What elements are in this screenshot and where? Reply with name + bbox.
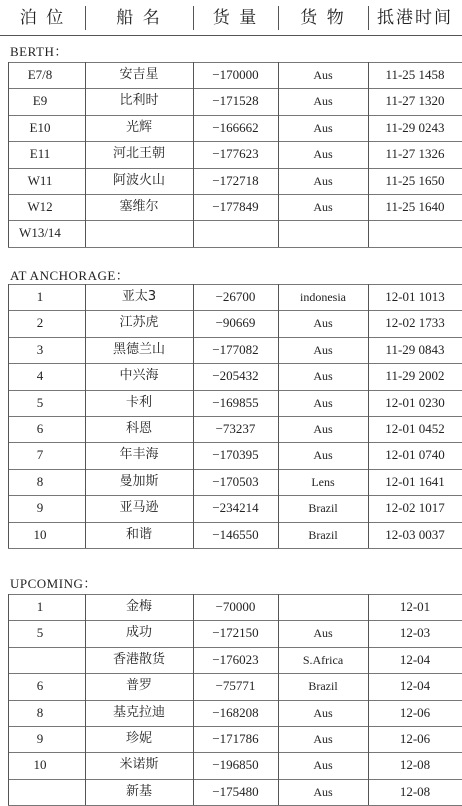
cell-qty: −171528 xyxy=(212,93,259,109)
column-rule xyxy=(278,62,279,247)
cell-berth: 1 xyxy=(36,289,44,304)
cell-cargo: Aus xyxy=(313,316,333,331)
header-rule xyxy=(0,35,462,36)
cell-ship xyxy=(85,220,193,246)
table-row xyxy=(0,220,462,246)
cell-eta: 12-01 xyxy=(399,599,431,614)
column-rule xyxy=(8,594,9,805)
table-row xyxy=(0,115,462,141)
cell-cargo: Aus xyxy=(313,342,333,357)
cell-qty: −175480 xyxy=(212,783,259,799)
cell-qty: −26700 xyxy=(215,289,256,304)
table-row xyxy=(0,337,462,363)
cell-cargo: Aus xyxy=(313,626,333,641)
cell-cargo: Brazil xyxy=(308,501,338,516)
cell-berth: W13/14 xyxy=(19,225,61,241)
cell-eta: 12-01 1641 xyxy=(385,473,445,489)
table-row xyxy=(0,284,462,310)
cell-qty: −205432 xyxy=(212,368,259,384)
column-rule xyxy=(8,62,9,247)
cell-ship: 香港散货 xyxy=(112,651,165,667)
cell-qty: −70000 xyxy=(215,599,256,614)
column-rule xyxy=(85,62,86,247)
cell-berth: E7/8 xyxy=(27,67,53,82)
table-row xyxy=(0,363,462,389)
cell-ship: 普罗 xyxy=(125,678,152,694)
cell-berth: W12 xyxy=(27,199,53,214)
table-row xyxy=(0,647,462,673)
cell-eta: 12-08 xyxy=(399,757,431,773)
header-cell: 船 名 xyxy=(116,8,162,28)
cell-ship: 年丰海 xyxy=(119,447,159,463)
cell-cargo: Aus xyxy=(313,758,333,773)
cell-berth: 2 xyxy=(36,315,44,331)
section-title: AT ANCHORAGE： xyxy=(10,268,130,283)
table-row xyxy=(0,390,462,416)
column-rule xyxy=(193,594,194,805)
cell-eta: 12-01 0230 xyxy=(385,394,445,410)
table-row xyxy=(0,620,462,646)
cell-qty: −73237 xyxy=(215,421,256,436)
cell-ship: 江苏虎 xyxy=(119,315,159,331)
cell-cargo: Aus xyxy=(313,68,333,82)
cell-berth: E10 xyxy=(29,119,51,135)
cell-berth: 8 xyxy=(36,473,44,489)
cell-berth: 3 xyxy=(36,341,44,357)
header-column-rule xyxy=(85,6,86,30)
cell-cargo: Aus xyxy=(313,784,333,799)
cell-berth: 5 xyxy=(36,625,44,641)
table-row xyxy=(0,522,462,548)
cell-eta: 12-03 xyxy=(399,625,431,641)
cell-eta: 11-29 0843 xyxy=(385,341,445,357)
cell-eta: 12-03 0037 xyxy=(385,526,445,542)
row-rule xyxy=(8,548,462,549)
cell-berth: E11 xyxy=(29,146,51,162)
cell-eta: 12-02 1017 xyxy=(385,500,445,516)
cell-cargo: Brazil xyxy=(308,679,338,694)
header-column-rule xyxy=(278,6,279,30)
cell-eta: 12-02 1733 xyxy=(385,315,445,331)
cell-eta: 12-01 0452 xyxy=(385,421,445,436)
cell-ship: 黑德兰山 xyxy=(112,341,165,357)
table-row xyxy=(0,62,462,88)
cell-qty: −171786 xyxy=(212,731,259,746)
cell-qty: −170395 xyxy=(212,447,259,463)
section-title: UPCOMING： xyxy=(10,576,97,591)
cell-cargo xyxy=(278,220,368,246)
cell-cargo: Aus xyxy=(313,147,333,162)
cell-eta: 12-06 xyxy=(399,704,431,720)
cell-cargo: Aus xyxy=(313,705,333,720)
cell-qty: −196850 xyxy=(212,757,259,773)
cell-ship: 成功 xyxy=(125,625,152,641)
cell-berth: 1 xyxy=(36,599,44,614)
cell-qty: −177849 xyxy=(212,199,259,214)
cell-qty: −146550 xyxy=(212,526,259,542)
cell-berth: 10 xyxy=(33,526,47,542)
table-row xyxy=(0,673,462,699)
cell-berth: 9 xyxy=(36,731,44,746)
cell-cargo: Aus xyxy=(313,200,333,214)
table-row xyxy=(0,194,462,220)
table-row xyxy=(0,779,462,805)
column-rule xyxy=(193,284,194,548)
table-row xyxy=(0,141,462,167)
column-rule xyxy=(85,284,86,548)
cell-cargo: Aus xyxy=(313,395,333,410)
cell-ship: 河北王朝 xyxy=(112,146,165,162)
cell-eta: 11-27 1326 xyxy=(385,146,445,162)
cell-ship: 基克拉迪 xyxy=(112,704,165,720)
cell-ship: 科恩 xyxy=(125,421,152,436)
cell-qty: −75771 xyxy=(215,678,256,694)
cell-ship: 珍妮 xyxy=(125,731,152,746)
cell-cargo: Aus xyxy=(313,732,333,746)
cell-qty: −170000 xyxy=(212,67,259,82)
cell-eta: 12-01 0740 xyxy=(385,447,445,463)
cell-ship: 光辉 xyxy=(125,119,152,135)
header-column-rule xyxy=(193,6,194,30)
cell-eta: 12-01 1013 xyxy=(385,289,445,304)
header-cell: 货 量 xyxy=(212,8,259,28)
cell-ship: 卡利 xyxy=(125,394,152,410)
table-row xyxy=(0,726,462,752)
cell-berth: 7 xyxy=(36,447,44,463)
cell-ship: 比利时 xyxy=(119,93,159,109)
cell-cargo: Lens xyxy=(311,474,335,489)
cell-berth xyxy=(8,779,72,805)
cell-eta: 11-29 0243 xyxy=(385,119,445,135)
cell-berth xyxy=(8,647,72,673)
cell-cargo xyxy=(278,594,368,620)
column-rule xyxy=(278,284,279,548)
cell-cargo: Aus xyxy=(313,369,333,384)
cell-ship: 新基 xyxy=(125,783,152,799)
header-cell: 抵港时间 xyxy=(377,8,453,28)
header-cell: 泊 位 xyxy=(19,8,66,28)
table-row xyxy=(0,88,462,114)
cell-eta: 11-25 1640 xyxy=(385,199,445,214)
row-rule xyxy=(8,247,462,248)
cell-cargo: Aus xyxy=(313,120,333,135)
cell-qty: −169855 xyxy=(212,394,259,410)
cell-cargo: Aus xyxy=(313,94,333,109)
table-row xyxy=(0,700,462,726)
cell-eta: 11-25 1650 xyxy=(385,172,445,188)
cell-ship: 曼加斯 xyxy=(119,473,159,489)
column-rule xyxy=(8,284,9,548)
column-rule xyxy=(368,62,369,247)
cell-eta: 12-06 xyxy=(399,731,431,746)
cell-cargo: Brazil xyxy=(308,527,338,542)
cell-eta: 12-04 xyxy=(399,678,431,694)
header-column-rule xyxy=(368,6,369,30)
column-rule xyxy=(193,62,194,247)
cell-eta: 11-27 1320 xyxy=(385,93,445,109)
cell-ship: 和谐 xyxy=(125,526,152,542)
table-row xyxy=(0,469,462,495)
cell-qty: −166662 xyxy=(212,119,259,135)
cell-eta: 11-29 2002 xyxy=(385,368,445,384)
cell-cargo: Aus xyxy=(313,422,333,436)
table-header xyxy=(0,0,462,36)
cell-berth: 4 xyxy=(36,368,44,384)
cell-ship: 金梅 xyxy=(125,599,152,614)
cell-cargo: indonesia xyxy=(300,290,346,304)
cell-berth: 6 xyxy=(36,678,44,694)
cell-qty: −177623 xyxy=(212,146,259,162)
cell-berth: 10 xyxy=(33,757,47,773)
cell-berth: 5 xyxy=(36,394,44,410)
cell-ship: 亚太3 xyxy=(121,289,157,304)
cell-berth: E9 xyxy=(32,93,48,109)
cell-qty: −172718 xyxy=(212,172,259,188)
table-row xyxy=(0,168,462,194)
cell-ship: 阿波火山 xyxy=(112,172,165,188)
column-rule xyxy=(278,594,279,805)
cell-qty: −177082 xyxy=(212,341,259,357)
column-rule xyxy=(85,594,86,805)
cell-eta: 12-04 xyxy=(399,651,431,667)
cell-berth: 9 xyxy=(36,500,44,516)
cell-qty: −170503 xyxy=(212,473,259,489)
table-row xyxy=(0,442,462,468)
cell-ship: 亚马逊 xyxy=(119,500,159,516)
cell-ship: 米诺斯 xyxy=(119,757,159,773)
cell-berth: W11 xyxy=(27,172,53,188)
cell-eta xyxy=(368,220,462,246)
table-row xyxy=(0,416,462,442)
cell-berth: 6 xyxy=(36,421,44,436)
table-row xyxy=(0,594,462,620)
table-row xyxy=(0,495,462,521)
cell-qty: −90669 xyxy=(215,315,256,331)
cell-berth: 8 xyxy=(36,704,44,720)
column-rule xyxy=(368,284,369,548)
table-row xyxy=(0,752,462,778)
cell-qty xyxy=(193,220,278,246)
section-title: BERTH： xyxy=(10,44,68,59)
table-row xyxy=(0,310,462,336)
cell-ship: 塞维尔 xyxy=(119,199,159,214)
column-rule xyxy=(368,594,369,805)
cell-eta: 11-25 1458 xyxy=(385,67,445,82)
cell-cargo: Aus xyxy=(313,448,333,463)
cell-qty: −172150 xyxy=(212,625,259,641)
cell-ship: 中兴海 xyxy=(119,368,159,384)
cell-eta: 12-08 xyxy=(399,783,431,799)
cell-cargo: S.Africa xyxy=(302,652,344,667)
header-cell: 货 物 xyxy=(300,8,346,28)
cell-qty: −168208 xyxy=(212,704,259,720)
cell-cargo: Aus xyxy=(313,173,333,188)
cell-ship: 安吉星 xyxy=(119,67,159,82)
cell-qty: −234214 xyxy=(212,500,259,516)
cell-qty: −176023 xyxy=(212,651,259,667)
